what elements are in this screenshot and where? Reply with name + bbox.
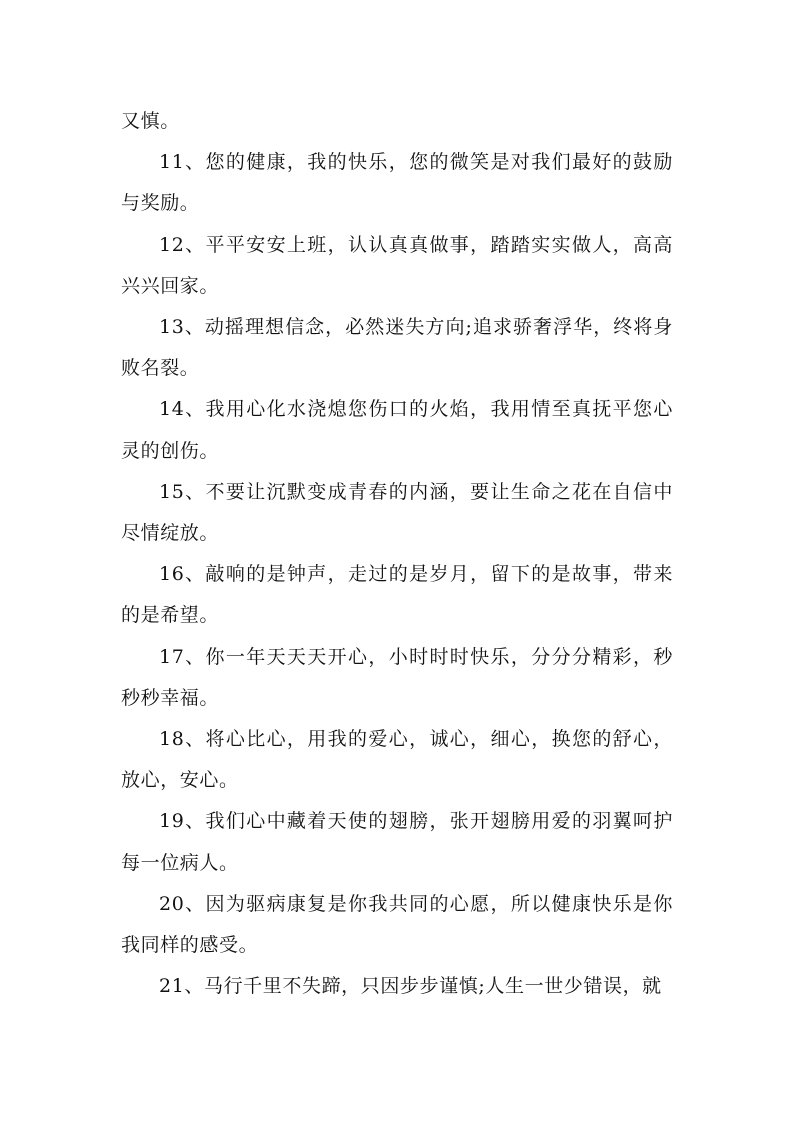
- paragraph-item-18: 18、将心比心，用我的爱心，诚心，细心，换您的舒心，放心，安心。: [121, 728, 673, 792]
- paragraph-item-11: 11、您的健康，我的快乐，您的微笑是对我们最好的鼓励与奖励。: [121, 151, 673, 215]
- paragraph-item-14: 14、我用心化水浇熄您伤口的火焰，我用情至真抚平您心灵的创伤。: [121, 398, 673, 462]
- paragraph-item-13: 13、动摇理想信念，必然迷失方向;追求骄奢浮华，终将身败名裂。: [121, 316, 673, 380]
- paragraph-item-20: 20、因为驱病康复是你我共同的心愿，所以健康快乐是你我同样的感受。: [121, 892, 673, 957]
- paragraph-item-21: 21、马行千里不失蹄，只因步步谨慎;人生一世少错误，就: [159, 975, 662, 998]
- paragraph-item-15: 15、不要让沉默变成青春的内涵，要让生命之花在自信中尽情绽放。: [121, 480, 673, 545]
- paragraph-item-12: 12、平平安安上班，认认真真做事，踏踏实实做人，高高兴兴回家。: [121, 233, 673, 297]
- paragraph-item-17: 17、你一年天天天开心，小时时时快乐，分分分精彩，秒秒秒幸福。: [121, 645, 673, 709]
- paragraph-continuation: 又慎。: [121, 110, 180, 132]
- paragraph-item-16: 16、敲响的是钟声，走过的是岁月，留下的是故事，带来的是希望。: [121, 563, 673, 627]
- paragraph-item-19: 19、我们心中藏着天使的翅膀，张开翅膀用爱的羽翼呵护每一位病人。: [121, 810, 673, 874]
- document-body: [121, 101, 673, 1007]
